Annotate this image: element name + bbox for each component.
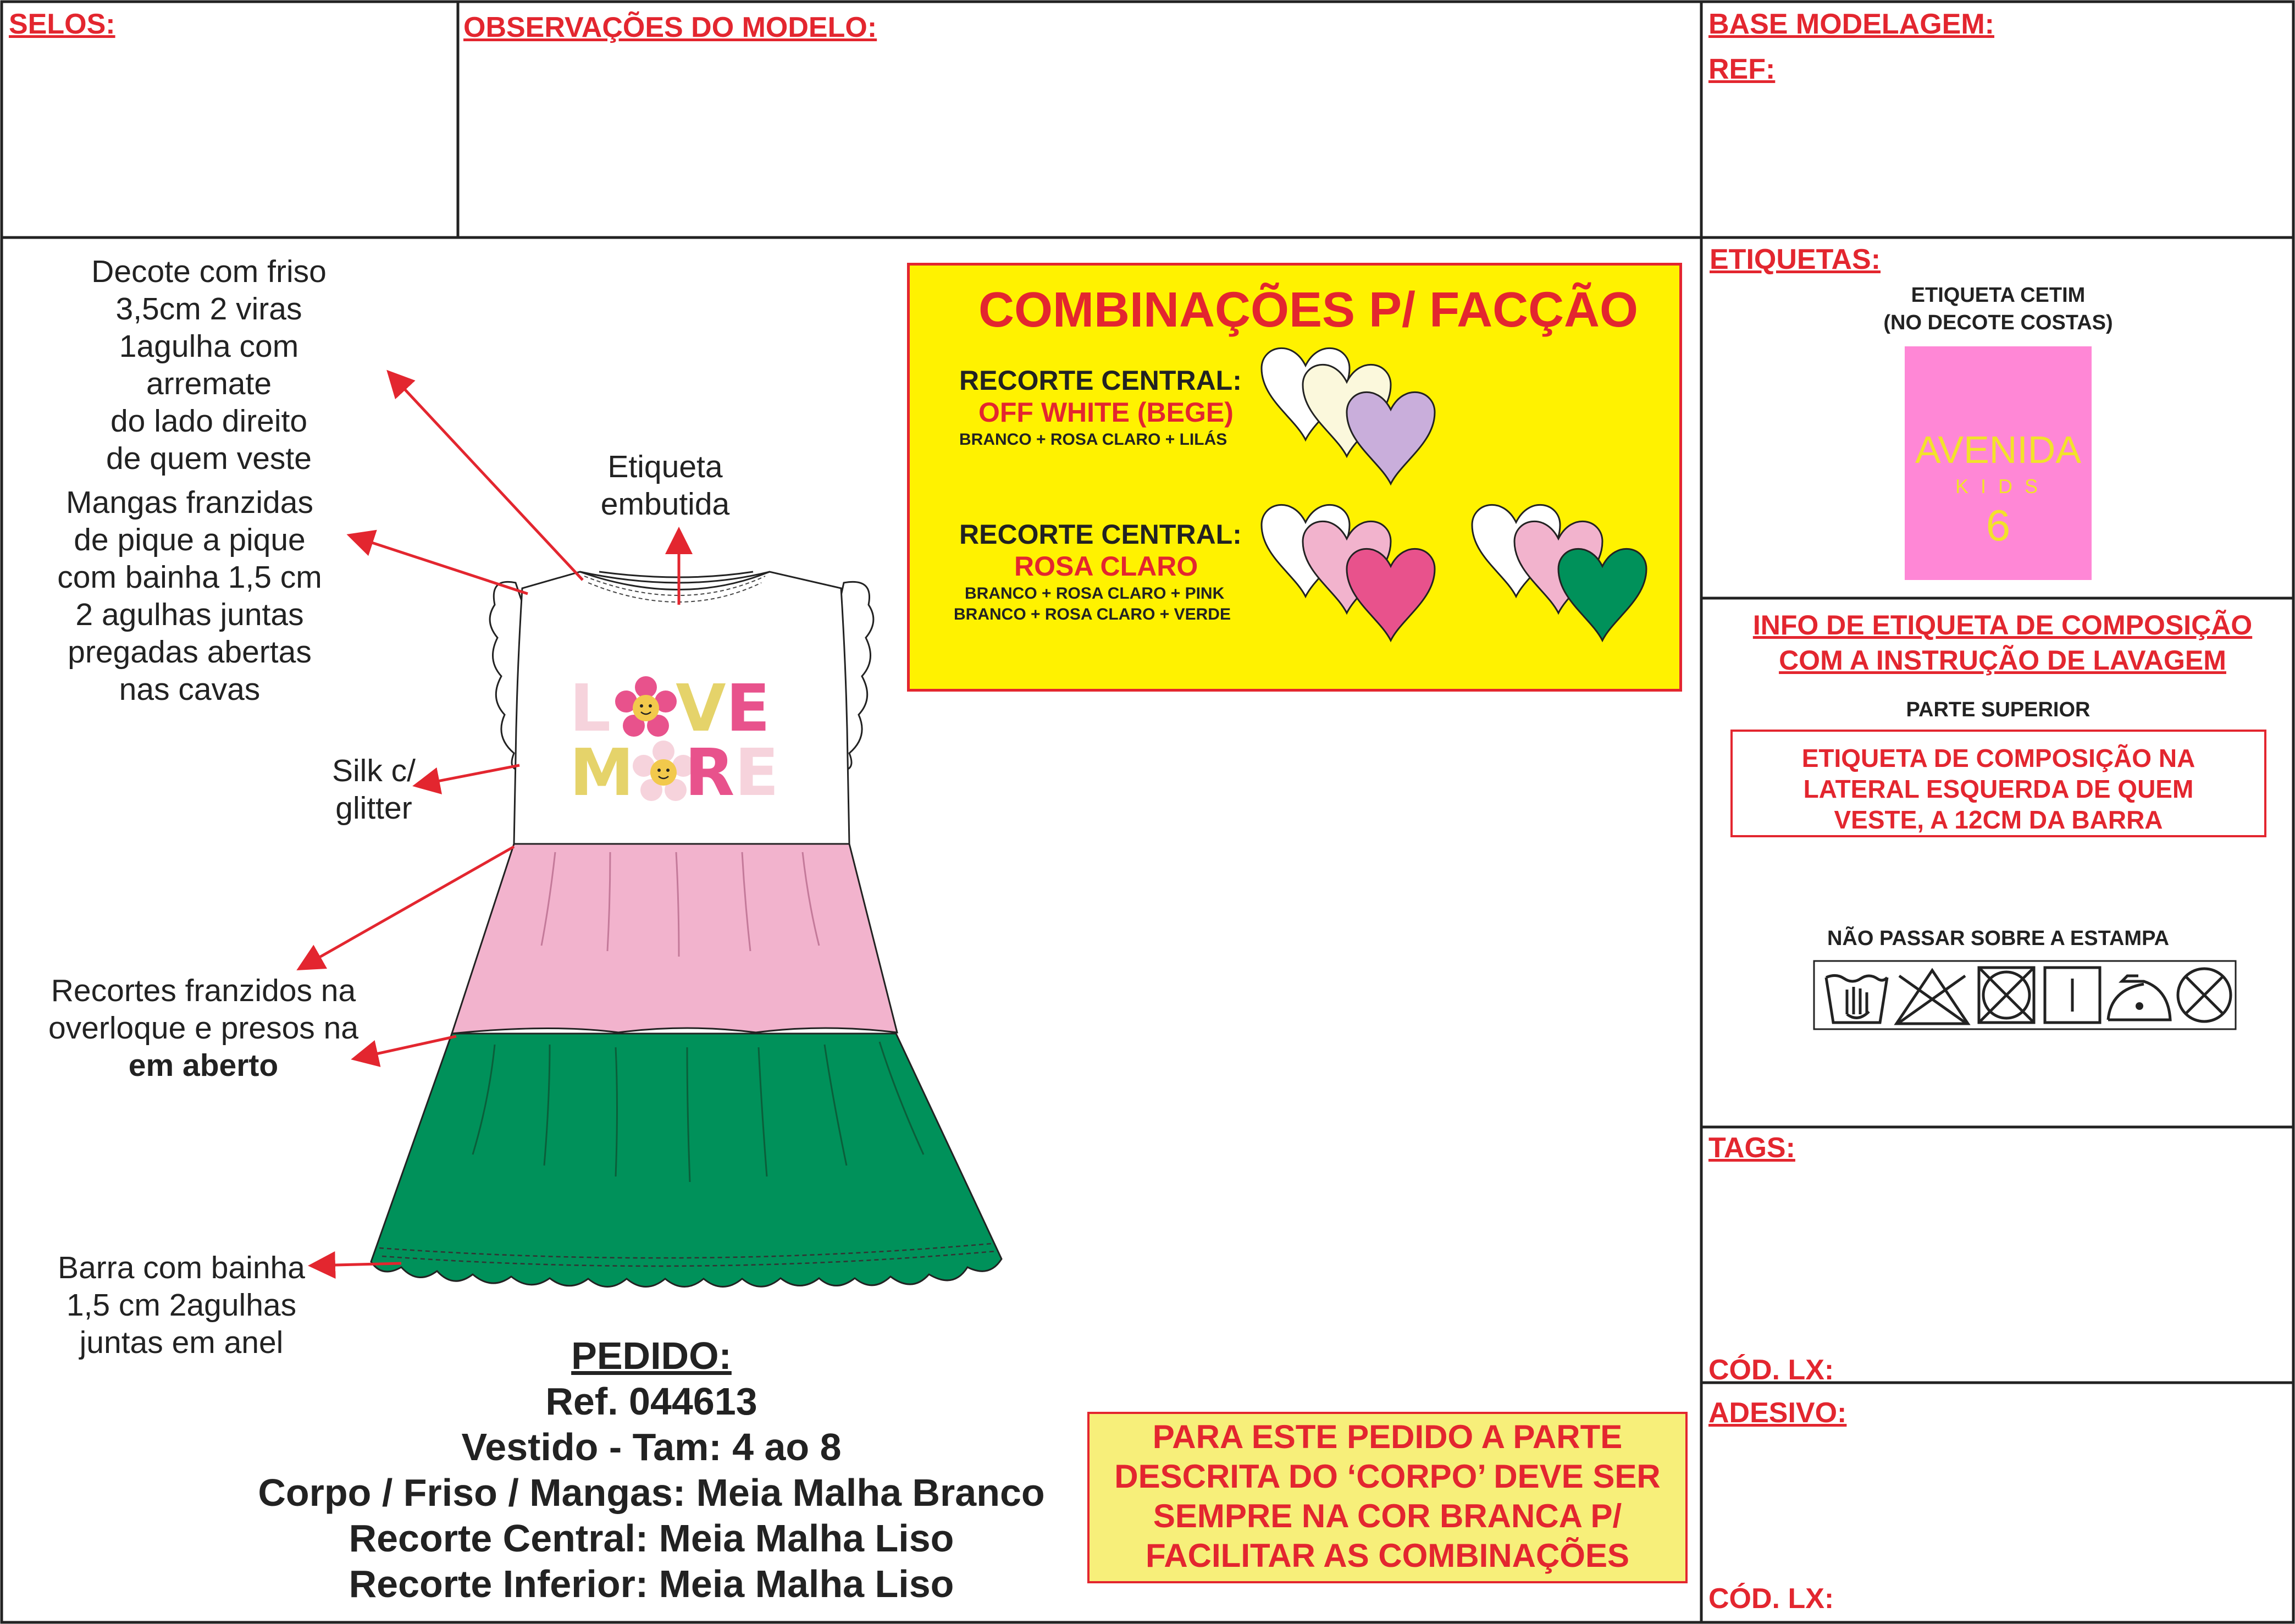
info-composicao-label: INFO DE ETIQUETA DE COMPOSIÇÃO COM A INSTRUÇÃO DE LAVAGEM [1752,610,2253,676]
brand-size: 6 [1986,501,2011,550]
combinations-title: COMBINAÇÕES P/ FACÇÃO [978,283,1639,338]
order-line-3: Corpo / Friso / Mangas: Meia Malha Branco [258,1471,1045,1514]
selos-label: SELOS: [9,8,115,40]
ref-label: REF: [1708,53,1776,85]
cod-lx-2: CÓD. LX: [1708,1583,1834,1615]
cod-lx-1: CÓD. LX: [1708,1354,1834,1386]
brand-sub: K I D S [1955,475,2042,498]
etiquetas-label: ETIQUETAS: [1710,244,1881,275]
group2-detail-1: BRANCO + ROSA CLARO + PINK [965,584,1225,603]
group2-detail-2: BRANCO + ROSA CLARO + VERDE [954,605,1231,623]
note-silk: Silk c/ glitter [331,753,416,826]
print-love: L VE [569,670,771,746]
order-ref: Ref. 044613 [545,1380,757,1423]
parte-superior: PARTE SUPERIOR [1906,698,2091,721]
cetim-line-2: (NO DECOTE COSTAS) [1883,311,2113,334]
note-etiqueta: Etiqueta embutida [600,449,730,522]
group1-heading: RECORTE CENTRAL: [959,365,1242,396]
note-recortes: Recortes franzidos na overloque e presos na em aberto [48,973,359,1083]
note-mangas: Mangas franzidas de pique a pique com bainha 1,5 cm 2 agulhas juntas pregadas abertas nas cavas [57,485,322,707]
adesivo-label: ADESIVO: [1708,1397,1847,1429]
notice-box: PARA ESTE PEDIDO A PARTE DESCRITA DO ‘CORPO’ DEVE SER SEMPRE NA COR BRANCA P/ FACILITAR AS COMBINAÇÕES [1087,1412,1688,1583]
cetim-line-1: ETIQUETA CETIM [1911,284,2086,307]
brand-name: AVENIDA [1915,428,2082,471]
base-modelagem-label: BASE MODELAGEM: [1708,8,1994,40]
group2-color: ROSA CLARO [1014,551,1198,582]
group1-detail: BRANCO + ROSA CLARO + LILÁS [959,430,1227,449]
observacoes-label: OBSERVAÇÕES DO MODELO: [463,12,877,43]
order-line-2: Vestido - Tam: 4 ao 8 [461,1426,842,1468]
composition-box: ETIQUETA DE COMPOSIÇÃO NA LATERAL ESQUERDA DE QUEM VESTE, A 12CM DA BARRA [1730,730,2266,837]
note-decote: Decote com friso 3,5cm 2 viras 1agulha com arremate do lado direito de quem veste [91,254,327,476]
nao-passar: NÃO PASSAR SOBRE A ESTAMPA [1827,927,2170,950]
tags-label: TAGS: [1708,1132,1795,1164]
group1-color: OFF WHITE (BEGE) [978,397,1234,428]
print-more: M RE [569,734,779,810]
order-title: PEDIDO: [571,1334,732,1377]
order-line-5: Recorte Inferior: Meia Malha Liso [349,1562,954,1605]
note-barra: Barra com bainha 1,5 cm 2agulhas juntas em anel [58,1250,305,1360]
order-line-4: Recorte Central: Meia Malha Liso [349,1517,954,1560]
group2-heading: RECORTE CENTRAL: [959,519,1242,550]
